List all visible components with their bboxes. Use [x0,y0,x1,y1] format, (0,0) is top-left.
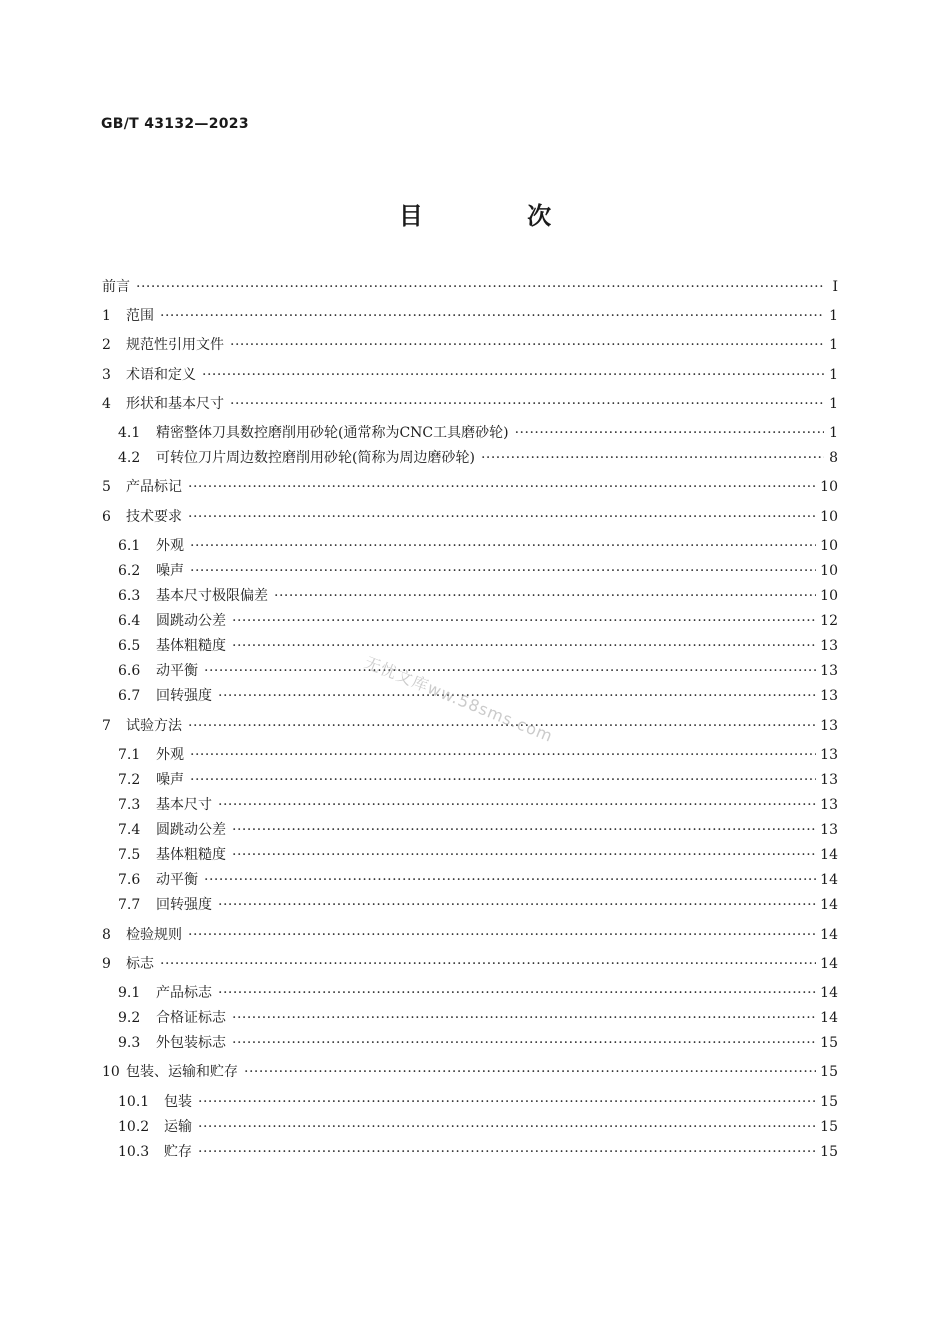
toc-entry-number: 6.7 [118,688,141,705]
toc-entry-page: 12 [820,613,838,629]
toc-entry-title: 合格证标志 [156,1010,226,1026]
toc-leader-dots [232,844,816,866]
toc-entry-page: 14 [820,926,838,943]
toc-entry-number: 6.2 [118,562,141,579]
toc-entry-page: 14 [820,847,838,864]
toc-subentry[interactable] [118,535,838,557]
toc-entry-page: 10 [820,479,838,496]
toc-subentry[interactable] [118,585,838,607]
toc-entry-page: 1 [829,395,838,412]
toc-leader-dots [232,635,816,657]
toc-entry-title: 贮存 [164,1143,192,1160]
toc-leader-dots [204,660,816,682]
toc-entry-page: 15 [820,1093,838,1110]
toc-entry-number: 7.6 [118,872,141,889]
toc-entry-title: 基体粗糙度 [156,847,226,864]
toc-subentry[interactable] [118,1141,838,1163]
toc-subentry[interactable] [118,894,838,916]
toc-subentry[interactable] [118,844,838,866]
toc-entry-number: 9.3 [118,1035,141,1052]
toc-leader-dots [202,364,824,386]
toc-entry-number: 9 [102,955,111,972]
toc-entry-page: 14 [820,897,838,914]
toc-entry-page: 1 [829,425,838,441]
toc-entry-number: 7.3 [118,796,141,813]
toc-leader-dots [274,585,816,607]
toc-entry[interactable] [102,364,838,386]
toc-entry-title: 外观 [156,537,184,554]
toc-entry[interactable] [102,953,838,975]
toc-entry-page: 13 [820,746,838,763]
toc-leader-dots [198,1091,816,1113]
toc-entry-page: 13 [820,796,838,813]
toc-entry-number: 1 [102,308,111,325]
toc-subentry[interactable] [118,982,838,1004]
toc-leader-dots [190,560,816,582]
toc-subentry[interactable] [118,660,838,682]
toc-entry-title: 精密整体刀具数控磨削用砂轮(通常称为CNC工具磨砂轮) [156,425,509,441]
toc-entry-number: 10.2 [118,1118,150,1135]
toc-leader-dots [204,869,816,891]
toc-entry-page: 1 [829,366,838,383]
toc-entry[interactable] [102,924,838,946]
toc-entry-title: 噪声 [156,771,184,788]
toc-entry-page: 15 [820,1143,838,1160]
toc-entry-title: 标志 [126,955,154,972]
toc-entry-title: 可转位刀片周边数控磨削用砂轮(简称为周边磨砂轮) [156,450,475,467]
standard-code: GB/T 43132—2023 [101,116,249,132]
toc-subentry[interactable] [118,744,838,766]
toc-entry-title: 技术要求 [126,508,182,525]
toc-entry-number: 7.5 [118,847,141,864]
toc-entry-number: 4 [102,395,111,412]
toc-entry-number: 7.7 [118,897,141,914]
toc-entry-number: 5 [102,479,111,496]
toc-leader-dots [218,894,816,916]
toc-leader-dots [232,819,816,841]
toc-entry-title: 检验规则 [126,926,182,943]
toc-entry-number: 9.1 [118,984,141,1001]
toc-leader-dots [198,1141,816,1163]
toc-subentry[interactable] [118,560,838,582]
toc-subentry[interactable] [118,1116,838,1138]
toc-leader-dots [188,924,816,946]
toc-entry-page: 14 [820,872,838,889]
toc-subentry[interactable] [118,1032,838,1054]
toc-entry-title: 产品标记 [126,479,182,496]
toc-entry-title: 基本尺寸 [156,796,212,813]
toc-leader-dots [160,953,816,975]
toc-entry[interactable] [102,276,838,298]
toc-entry-page: 13 [820,688,838,705]
toc-entry[interactable] [102,506,838,528]
toc-entry-title: 外观 [156,746,184,763]
toc-entry-number: 6.1 [118,537,141,554]
toc-entry-number: 9.2 [118,1010,141,1026]
toc-subentry[interactable] [118,794,838,816]
toc-entry-page: 1 [829,337,838,354]
toc-leader-dots [230,393,824,415]
toc-entry-title: 噪声 [156,562,184,579]
toc-entry-title: 回转强度 [156,688,212,705]
toc-entry-number: 10.3 [118,1143,150,1160]
toc-leader-dots [190,535,816,557]
toc-leader-dots [198,1116,816,1138]
toc-leader-dots [515,422,824,444]
toc-entry-title: 前言 [102,279,130,295]
toc-entry-title: 圆跳动公差 [156,613,226,629]
toc-subentry[interactable] [118,422,838,444]
toc-entry-title: 外包装标志 [156,1035,226,1052]
toc-entry-number: 7 [102,717,111,734]
toc-leader-dots [136,276,824,298]
toc-entry-number: 6 [102,508,111,525]
toc-entry-title: 范围 [126,308,154,325]
toc-entry-page: 15 [820,1118,838,1135]
toc-entry-title: 产品标志 [156,984,212,1001]
toc-entry-number: 6.6 [118,663,141,680]
toc-entry-page: 1 [829,308,838,325]
toc-entry-number: 8 [102,926,111,943]
toc-entry-page: 10 [820,587,838,604]
toc-entry-title: 动平衡 [156,872,198,889]
toc-entry-page: 13 [820,717,838,734]
toc-entry-number: 2 [102,337,111,354]
toc-entry-title: 术语和定义 [126,366,196,383]
toc-leader-dots [190,769,816,791]
toc-entry-page: 10 [820,562,838,579]
toc-entry-page: 15 [820,1064,838,1081]
toc-leader-dots [481,447,824,469]
toc-leader-dots [218,685,816,707]
toc-entry-title: 基本尺寸极限偏差 [156,587,268,604]
toc-subentry[interactable] [118,819,838,841]
toc-leader-dots [232,610,816,632]
toc-leader-dots [230,334,824,356]
toc-entry[interactable] [102,715,838,737]
toc-entry-title: 基体粗糙度 [156,638,226,655]
toc-leader-dots [244,1061,816,1083]
toc-leader-dots [188,506,816,528]
toc-entry-page: 13 [820,638,838,655]
toc-leader-dots [190,744,816,766]
toc-entry-number: 10 [102,1064,120,1081]
toc-leader-dots [232,1032,816,1054]
toc-entry-page: 10 [820,508,838,525]
toc-entry-page: 8 [829,450,838,467]
toc-entry[interactable] [102,1061,838,1083]
toc-entry-page: 15 [820,1035,838,1052]
toc-entry[interactable] [102,305,838,327]
toc-subentry[interactable] [118,447,838,469]
toc-entry-page: 14 [820,955,838,972]
toc-entry-number: 4.2 [118,450,141,467]
toc-entry-title: 规范性引用文件 [126,337,224,354]
toc-entry-page: 13 [820,663,838,680]
toc-subentry[interactable] [118,869,838,891]
toc-entry-page: 14 [820,984,838,1001]
watermark: 无忧文库ww.58sms.com [361,652,556,746]
toc-leader-dots [188,476,816,498]
toc-entry-title: 回转强度 [156,897,212,914]
toc-entry-number: 7.1 [118,746,141,763]
toc-entry-title: 形状和基本尺寸 [126,395,224,412]
toc-subentry[interactable] [118,1091,838,1113]
toc-entry-page: I [832,279,838,295]
toc-entry-title: 动平衡 [156,663,198,680]
toc-entry-number: 6.3 [118,587,141,604]
toc-entry-number: 10.1 [118,1093,150,1110]
toc-entry-title: 圆跳动公差 [156,822,226,838]
toc-entry[interactable] [102,393,838,415]
toc-entry-title: 包装、运输和贮存 [126,1064,238,1081]
toc-entry-title: 运输 [164,1118,192,1135]
toc-heading: 目 次 [398,202,600,230]
toc-entry-number: 3 [102,366,111,383]
toc-subentry[interactable] [118,1007,838,1029]
toc-entry-number: 4.1 [118,425,141,441]
toc-leader-dots [218,982,816,1004]
toc-leader-dots [218,794,816,816]
toc-entry[interactable] [102,476,838,498]
toc-entry[interactable] [102,334,838,356]
toc-subentry[interactable] [118,635,838,657]
toc-entry-number: 6.5 [118,638,141,655]
toc-subentry[interactable] [118,610,838,632]
toc-entry-page: 13 [820,822,838,838]
toc-entry-page: 14 [820,1010,838,1026]
toc-entry-number: 7.4 [118,822,141,838]
toc-entry-number: 6.4 [118,613,141,629]
toc-subentry[interactable] [118,769,838,791]
toc-entry-title: 试验方法 [126,717,182,734]
toc-entry-number: 7.2 [118,771,141,788]
toc-entry-title: 包装 [164,1093,192,1110]
toc-leader-dots [232,1007,816,1029]
toc-entry-page: 13 [820,771,838,788]
toc-leader-dots [160,305,824,327]
toc-entry-page: 10 [820,537,838,554]
